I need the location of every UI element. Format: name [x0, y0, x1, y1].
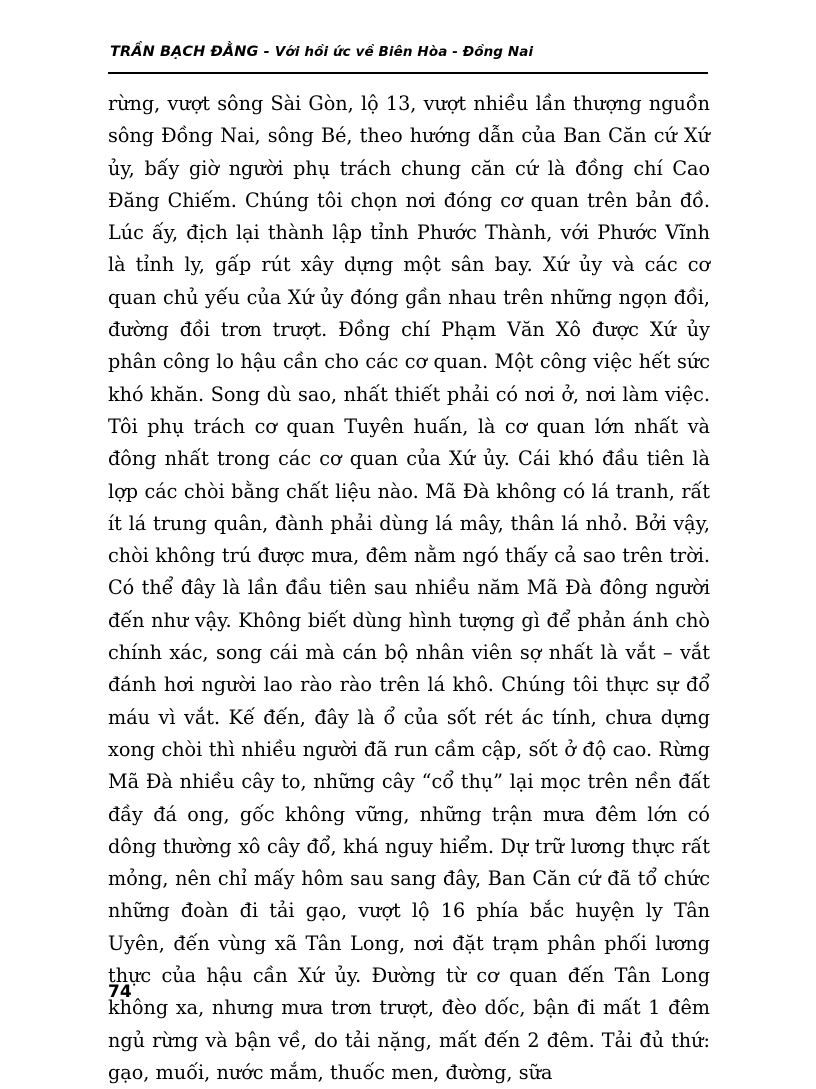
header-author: TRẦN BẠCH ĐẰNG: [110, 44, 259, 60]
page-number: 74: [108, 982, 132, 1002]
body-text: [108, 88, 710, 1089]
header-subtitle: Với hồi ức về Biên Hòa - Đồng Nai: [274, 44, 534, 60]
header-divider: [108, 72, 708, 74]
header-separator: -: [258, 44, 275, 60]
running-header: [110, 44, 710, 60]
body-paragraph: rừng, vượt sông Sài Gòn, lộ 13, vượt nhiều lần thượng nguồn sông Đồng Nai, sông Bé, theo hướng dẫn của Ban Căn cứ Xứ ủy, bấy giờ người phụ trách chung căn cứ là đồng chí Cao Đăng Chiếm. Chúng tôi chọn nơi đóng cơ quan trên bản đồ. Lúc ấy, địch lại thành lập tỉnh Phước Thành, với Phước Vĩnh là tỉnh ly, gấp rút xây dựng một sân bay. Xứ ủy và các cơ quan chủ yếu của Xứ ủy đóng gần nhau trên những ngọn đồi, đường đồi trơn trượt. Đồng chí Phạm Văn Xô được Xứ ủy phân công lo hậu cần cho các cơ quan. Một công việc hết sức khó khăn. Song dù sao, nhất thiết phải có nơi ở, nơi làm việc. Tôi phụ trách cơ quan Tuyên huấn, là cơ quan lớn nhất và đông nhất trong các cơ quan của Xứ ủy. Cái khó đầu tiên là lợp các chòi bằng chất liệu nào. Mã Đà không có lá tranh, rất ít lá trung quân, đành phải dùng lá mây, thân lá nhỏ. Bởi vậy, chòi không trú được mưa, đêm nằm ngó thấy cả sao trên trời. Có thể đây là lần đầu tiên sau nhiều năm Mã Đà đông người đến như vậy. Không biết dùng hình tượng gì để phản ánh chò chính xác, song cái mà cán bộ nhân viên sợ nhất là vắt – vắt đánh hơi người lao rào rào trên lá khô. Chúng tôi thực sự đổ máu vì vắt. Kế đến, đây là ổ của sốt rét ác tính, chưa dựng xong chòi thì nhiều người đã run cầm cập, sốt ở độ cao. Rừng Mã Đà nhiều cây to, những cây “cổ thụ” lại mọc trên nền đất đầy đá ong, gốc không vững, những trận mưa đêm lớn có dông thường xô cây đổ, khá nguy hiểm. Dự trữ lương thực rất mỏng, nên chỉ mấy hôm sau sang đây, Ban Căn cứ đã tổ chức những đoàn đi tải gạo, vượt lộ 16 phía bắc huyện ly Tân Uyên, đến vùng xã Tân Long, nơi đặt trạm phân phối lương thực của hậu cần Xứ ủy. Đường từ cơ quan đến Tân Long không xa, nhưng mưa trơn trượt, đèo dốc, bận đi mất 1 đêm ngủ rừng và bận về, do tải nặng, mất đến 2 đêm. Tải đủ thứ: gạo, muối, nước mắm, thuốc men, đường, sữa: [108, 92, 710, 1084]
